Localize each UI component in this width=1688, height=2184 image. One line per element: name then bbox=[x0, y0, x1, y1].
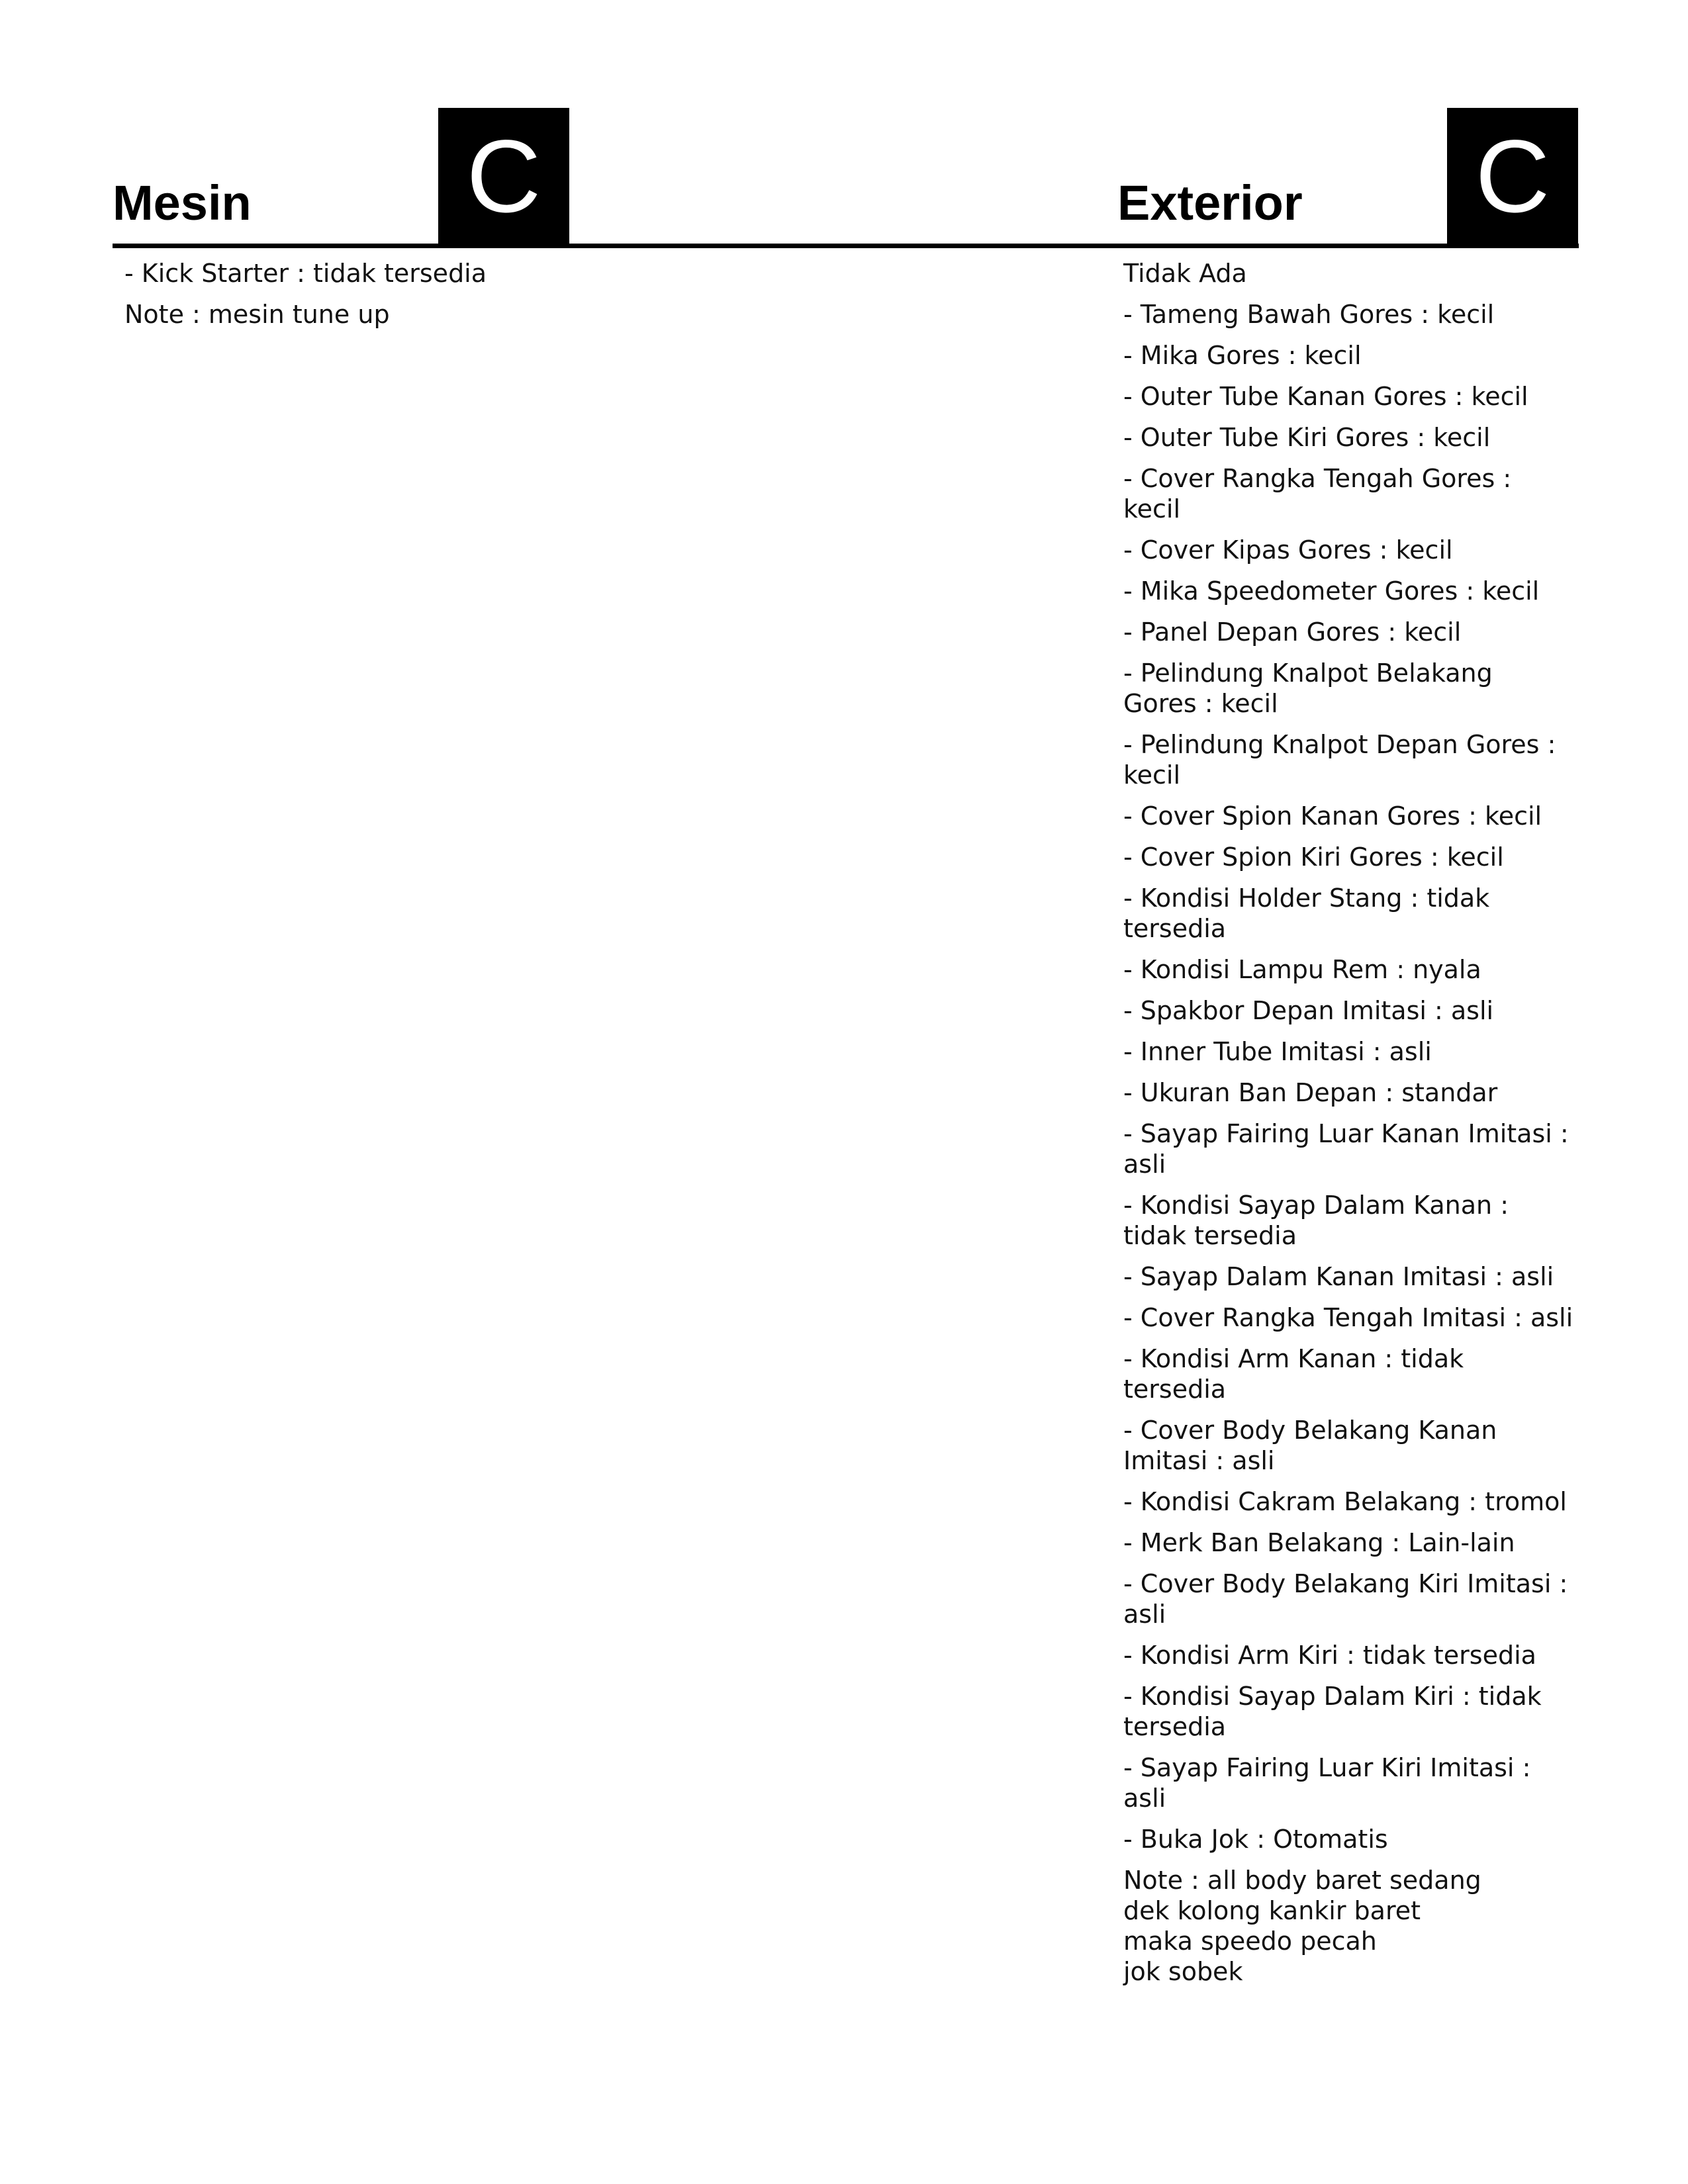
mesin-item-list bbox=[124, 258, 985, 340]
exterior-item: - Cover Body Belakang Kanan Imitasi : asli bbox=[1123, 1416, 1497, 1475]
exterior-item: - Pelindung Knalpot Depan Gores : kecil bbox=[1123, 730, 1556, 790]
exterior-item: - Sayap Dalam Kanan Imitasi : asli bbox=[1123, 1262, 1554, 1291]
exterior-item: - Ukuran Ban Depan : standar bbox=[1123, 1078, 1498, 1107]
exterior-item: - Kondisi Arm Kanan : tidak tersedia bbox=[1123, 1344, 1464, 1404]
exterior-note-line: maka speedo pecah bbox=[1123, 1927, 1377, 1956]
exterior-item: - Kondisi Sayap Dalam Kiri : tidak tersedia bbox=[1123, 1682, 1542, 1741]
exterior-item: - Sayap Fairing Luar Kiri Imitasi : asli bbox=[1123, 1753, 1531, 1813]
exterior-note-line: Note : all body baret sedang bbox=[1123, 1866, 1481, 1895]
mesin-item: Note : mesin tune up bbox=[124, 300, 390, 329]
exterior-item: - Panel Depan Gores : kecil bbox=[1123, 617, 1462, 647]
mesin-title: Mesin bbox=[113, 175, 252, 230]
exterior-note bbox=[1123, 1865, 1573, 1987]
exterior-item: - Kondisi Arm Kiri : tidak tersedia bbox=[1123, 1641, 1536, 1670]
header-divider bbox=[113, 244, 1579, 248]
exterior-item: - Kondisi Cakram Belakang : tromol bbox=[1123, 1487, 1567, 1516]
exterior-item: - Cover Rangka Tengah Imitasi : asli bbox=[1123, 1303, 1573, 1332]
exterior-item: - Kondisi Lampu Rem : nyala bbox=[1123, 955, 1481, 984]
exterior-note-line: dek kolong kankir baret bbox=[1123, 1896, 1421, 1925]
exterior-item: - Buka Jok : Otomatis bbox=[1123, 1825, 1388, 1854]
exterior-item: Tidak Ada bbox=[1123, 259, 1247, 288]
exterior-item: - Kondisi Holder Stang : tidak tersedia bbox=[1123, 884, 1490, 943]
exterior-item: - Mika Gores : kecil bbox=[1123, 341, 1362, 370]
exterior-item-list bbox=[1123, 258, 1573, 1997]
exterior-item: - Sayap Fairing Luar Kanan Imitasi : asli bbox=[1123, 1119, 1569, 1179]
exterior-title: Exterior bbox=[1117, 175, 1303, 230]
exterior-note-line: jok sobek bbox=[1123, 1957, 1243, 1986]
exterior-item: - Kondisi Sayap Dalam Kanan : tidak tersedia bbox=[1123, 1191, 1509, 1250]
exterior-item: - Cover Kipas Gores : kecil bbox=[1123, 535, 1453, 565]
exterior-item: - Tameng Bawah Gores : kecil bbox=[1123, 300, 1495, 329]
exterior-item: - Outer Tube Kiri Gores : kecil bbox=[1123, 423, 1491, 452]
exterior-item: - Spakbor Depan Imitasi : asli bbox=[1123, 996, 1494, 1025]
exterior-item: - Cover Spion Kiri Gores : kecil bbox=[1123, 842, 1504, 872]
exterior-item: - Merk Ban Belakang : Lain-lain bbox=[1123, 1528, 1515, 1557]
exterior-item: - Cover Spion Kanan Gores : kecil bbox=[1123, 801, 1542, 831]
exterior-item: - Mika Speedometer Gores : kecil bbox=[1123, 576, 1540, 606]
exterior-grade-badge: C bbox=[1447, 108, 1578, 246]
exterior-item: - Cover Body Belakang Kiri Imitasi : asli bbox=[1123, 1569, 1568, 1629]
exterior-item: - Pelindung Knalpot Belakang Gores : kecil bbox=[1123, 659, 1493, 718]
exterior-item: - Inner Tube Imitasi : asli bbox=[1123, 1037, 1432, 1066]
exterior-item: - Outer Tube Kanan Gores : kecil bbox=[1123, 382, 1528, 411]
mesin-item: - Kick Starter : tidak tersedia bbox=[124, 259, 487, 288]
mesin-grade-badge: C bbox=[438, 108, 569, 246]
exterior-item: - Cover Rangka Tengah Gores : kecil bbox=[1123, 464, 1512, 523]
